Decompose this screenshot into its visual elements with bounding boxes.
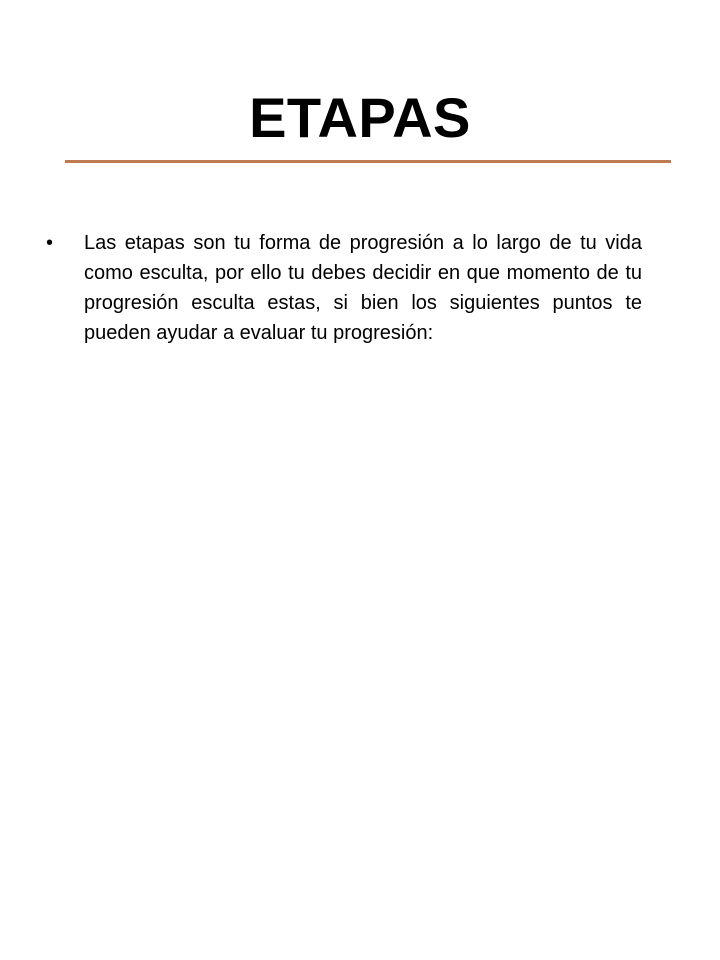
- slide-title: ETAPAS: [249, 86, 471, 149]
- bullet-text: Las etapas son tu forma de progresión a lo largo de tu vida como esculta, por ello tu debes decidir en que momento de tu progresión esculta estas, si bien los siguientes puntos te pueden ayudar a evaluar tu progresión:: [84, 232, 642, 344]
- bullet-list: [42, 228, 642, 348]
- list-item: [42, 228, 642, 348]
- title-divider: [65, 160, 671, 163]
- bullet-marker: •: [46, 232, 54, 254]
